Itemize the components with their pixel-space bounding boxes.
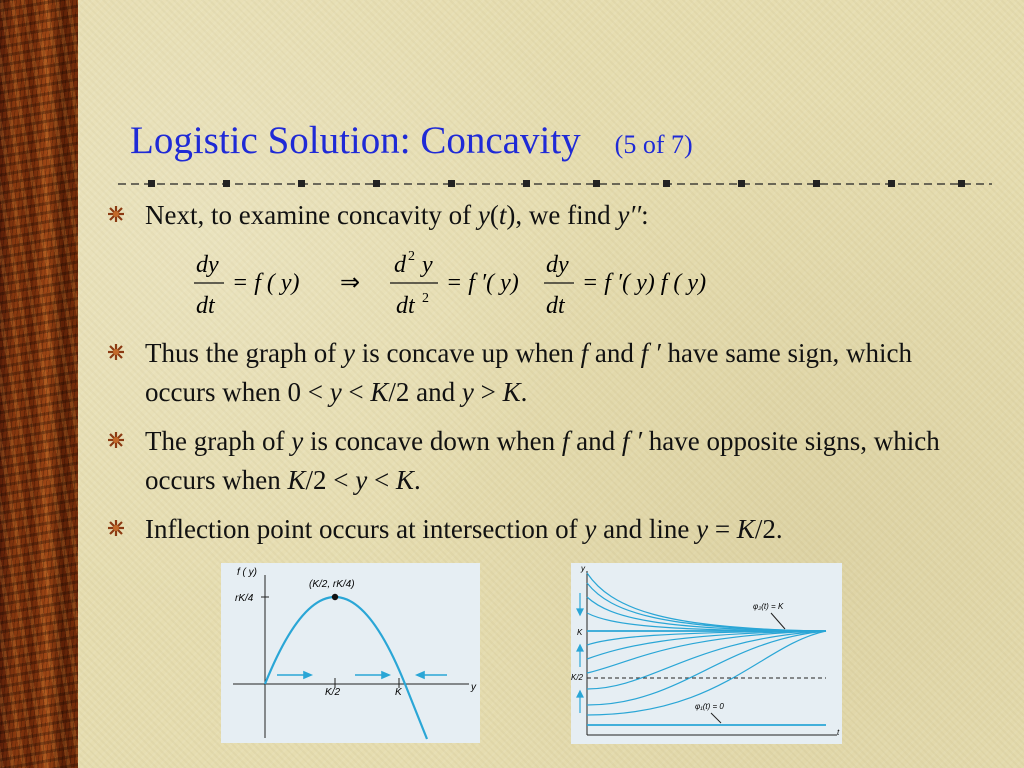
tick-k: K — [395, 687, 402, 698]
fy-level-label: rK/4 — [235, 593, 254, 604]
solution-curves-figure — [571, 563, 842, 744]
bullet-star-icon — [108, 432, 124, 448]
peak-label: (K/2, rK/4) — [309, 579, 355, 590]
eq-rhs2: = f ′( y) — [446, 270, 519, 296]
phi2-label: φ₂(t) = K — [753, 602, 784, 611]
eq-num2-sup: 2 — [408, 249, 415, 264]
peak-point — [332, 594, 338, 600]
bullet-3-text: The graph of y is concave down when f and f ′ have opposite signs, which occurs when K/2 < y < K. — [145, 426, 940, 495]
concavity-equation — [190, 246, 750, 320]
decorative-left-bar — [0, 0, 78, 768]
eq-den3: dt — [546, 293, 565, 319]
bullet-star-icon — [108, 206, 124, 222]
phi1-label: φ₁(t) = 0 — [695, 702, 724, 711]
tick-k2: K/2 — [325, 687, 341, 698]
title-sub: (5 of 7) — [614, 130, 693, 159]
eq-num2-y: y — [422, 252, 433, 278]
slide-title — [130, 118, 693, 163]
t-axis-label: t — [837, 728, 840, 737]
bullet-star-icon — [108, 344, 124, 360]
y-axis-label: y — [581, 564, 585, 573]
title-divider — [118, 178, 992, 190]
eq-num2: d — [394, 252, 406, 278]
tick-k2: K/2 — [571, 673, 584, 682]
bullet-1-text: Next, to examine concavity of y(t), we find y′′: — [145, 200, 649, 230]
fy-axis-label: f ( y) — [237, 567, 257, 578]
tick-k: K — [577, 628, 583, 637]
eq-den2-sup: 2 — [422, 291, 429, 306]
eq-lhs-num: dy — [196, 252, 219, 278]
eq-den2: dt — [396, 293, 415, 319]
x-axis-label: y — [471, 682, 476, 693]
bullet-star-icon — [108, 520, 124, 536]
eq-rhs1: = f ( y) — [232, 270, 300, 296]
eq-lhs-den: dt — [196, 293, 215, 319]
title-main: Logistic Solution: Concavity — [130, 119, 581, 162]
bullet-2-text: Thus the graph of y is concave up when f and f ′ have same sign, which occurs when 0 < y < K/2 and y > K. — [145, 338, 912, 407]
eq-num3: dy — [546, 252, 569, 278]
eq-implies: ⇒ — [340, 270, 361, 296]
bullet-4-text: Inflection point occurs at intersection of y and line y = K/2. — [145, 514, 783, 544]
fy-parabola-figure — [221, 563, 480, 743]
eq-rhs3: = f ′( y) f ( y) — [582, 270, 707, 296]
